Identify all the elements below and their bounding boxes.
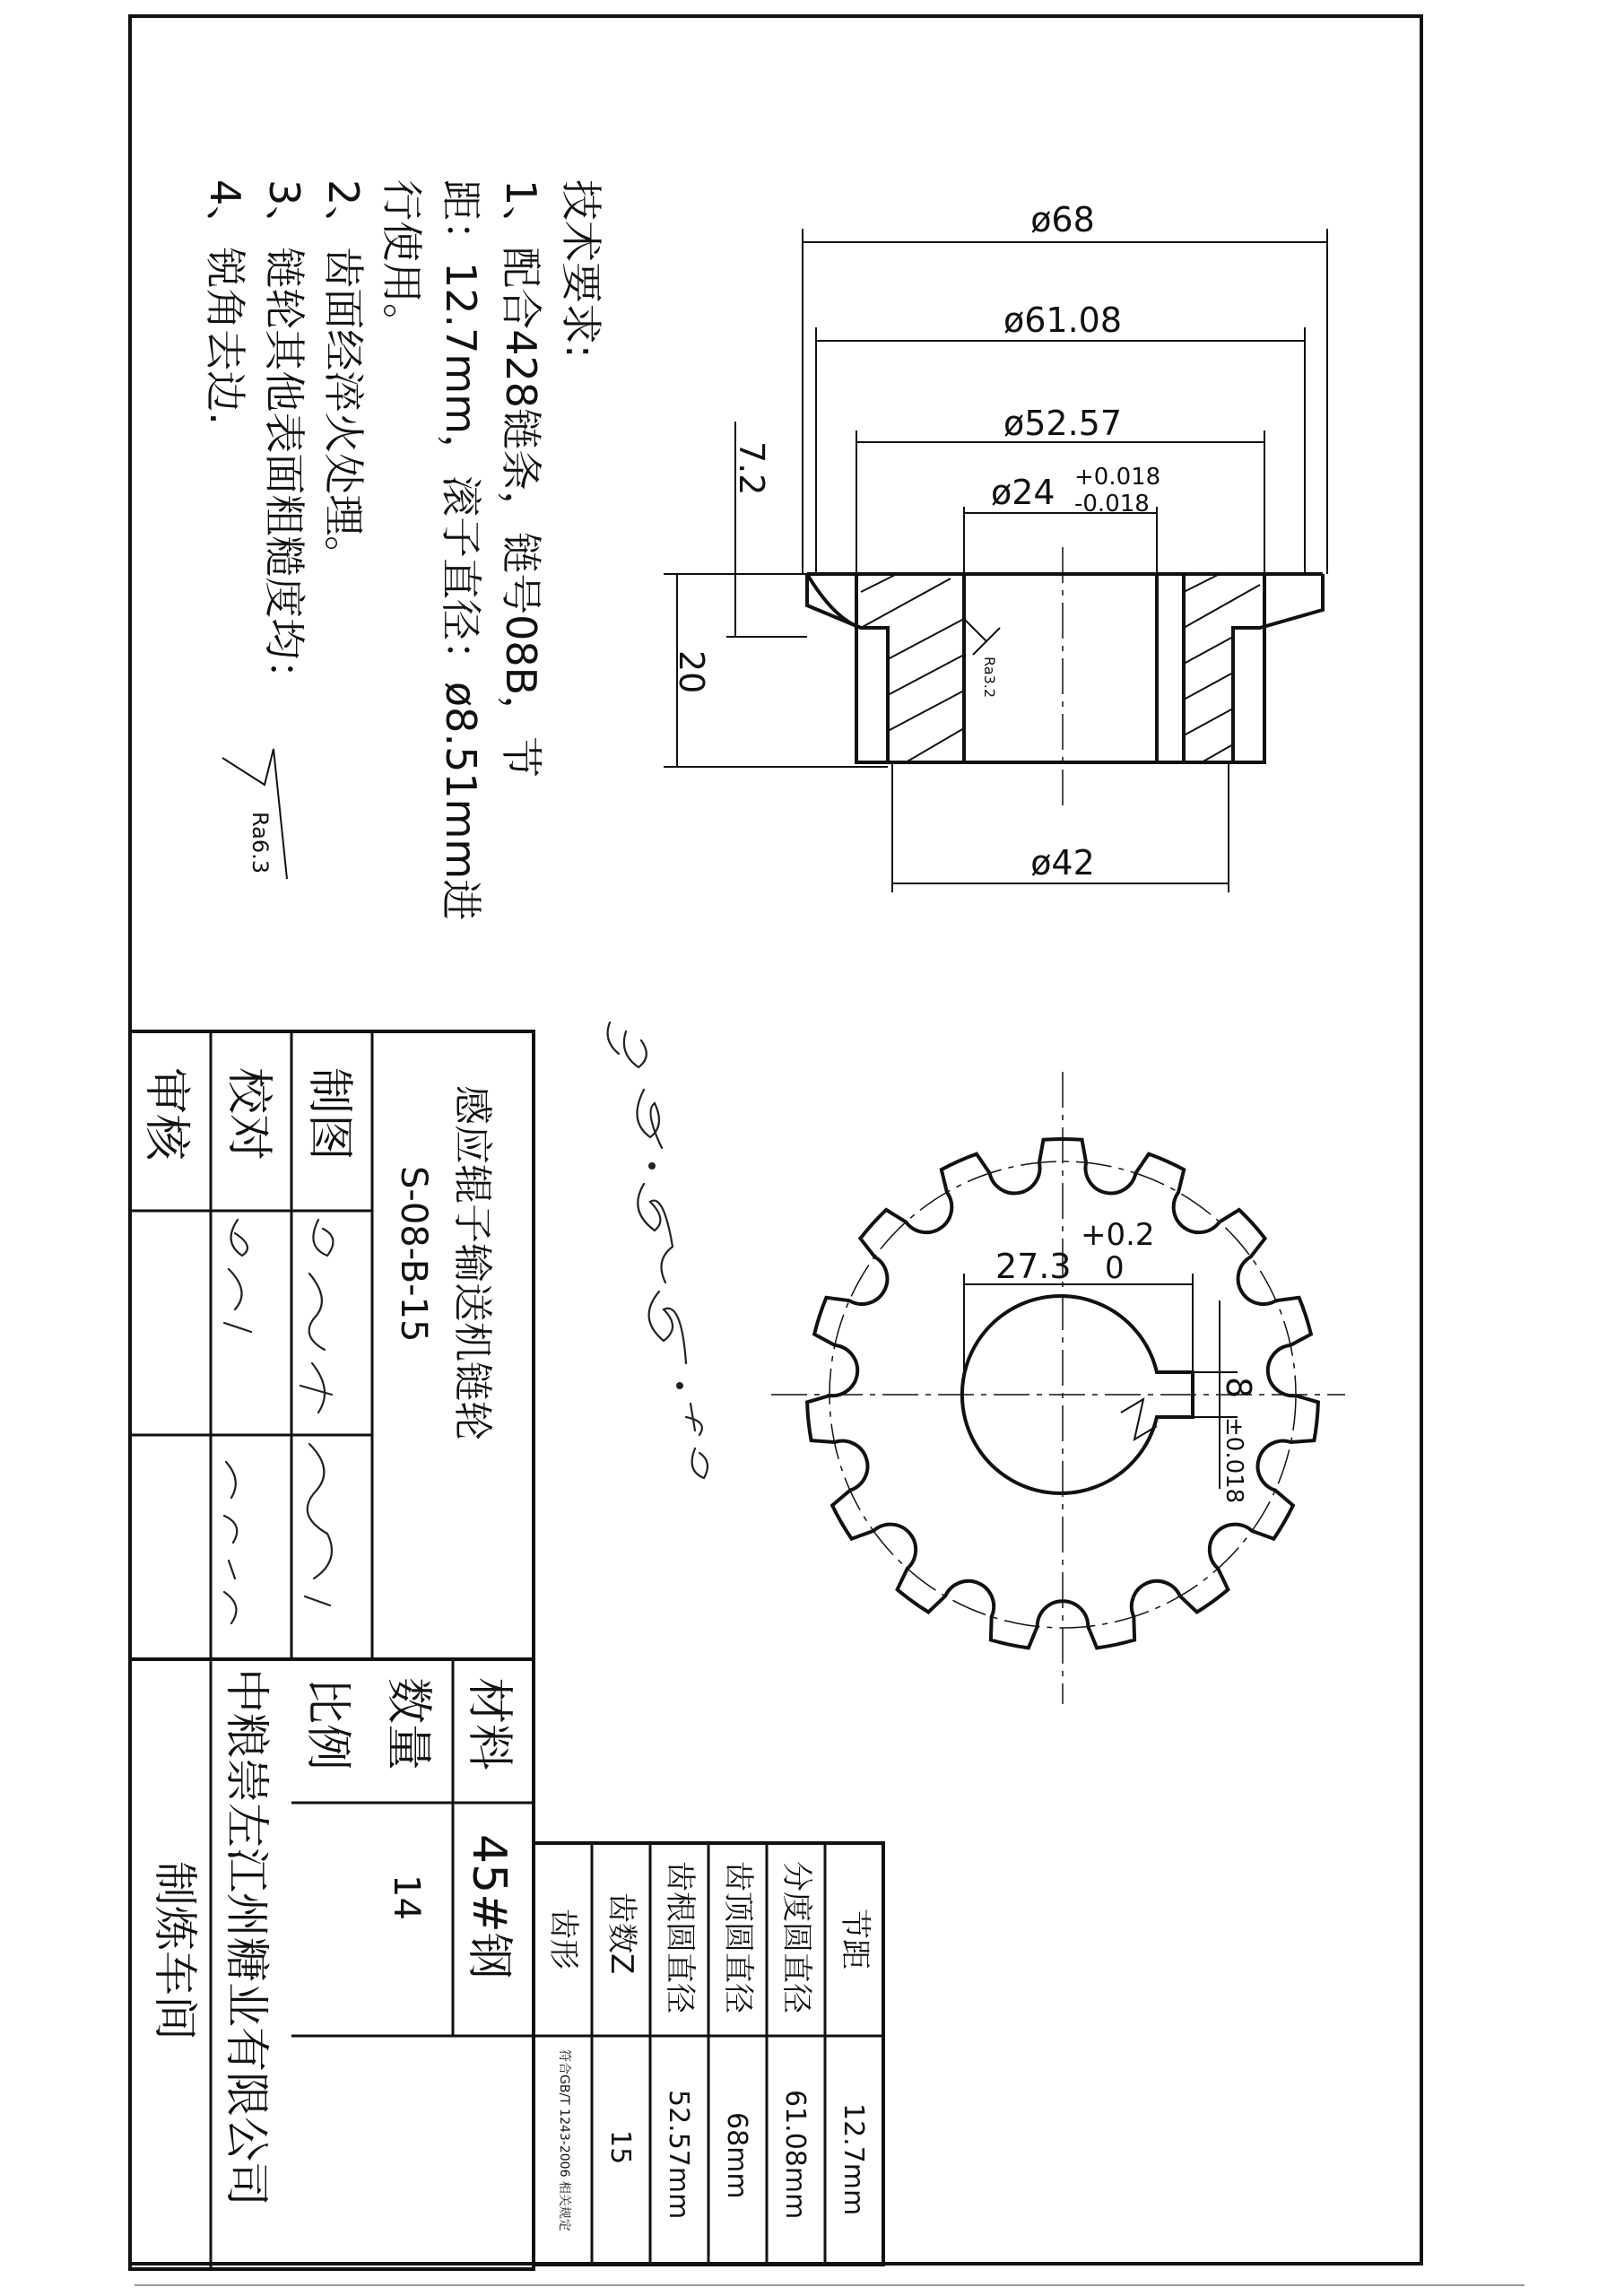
param-label-form: 齿形 — [545, 1909, 581, 1970]
param-value-pitch: 12.7mm — [838, 2103, 869, 2216]
dim-keyway-depth-tol-lower: 0 — [1105, 1250, 1125, 1286]
hatch-right — [1184, 574, 1260, 762]
param-label-pitch: 节距 — [837, 1909, 873, 1970]
dim-tooth — [726, 422, 807, 637]
tech-req-item-3: 行使用。 — [378, 179, 426, 344]
front-view — [771, 1072, 1345, 1704]
company-name: 中粮崇左江州糖业有限公司 — [221, 1668, 273, 2206]
tech-req-item-5: 3、链轮其他表面粗糙度均： — [260, 179, 308, 701]
dim-hub-text: ø42 — [1030, 843, 1095, 883]
dim-outer-text: ø68 — [1030, 200, 1095, 239]
section-view — [664, 200, 1327, 892]
tech-req-title: 技术要求: — [557, 179, 605, 359]
param-value-tip-dia: 68mm — [721, 2112, 752, 2199]
dim-width-text: 20 — [672, 650, 711, 694]
tech-req-item-1: 1、配合428链条，链号08B，节 — [497, 179, 545, 778]
title-row-label-1: 制图 — [302, 1067, 356, 1161]
title-row-label-2: 校对 — [222, 1067, 275, 1161]
params-table — [534, 1843, 883, 2265]
param-label-teeth: 齿数Z — [604, 1892, 639, 1975]
roughness-general-label: Ra6.3 — [248, 812, 273, 874]
part-name: 感应辊子输送机链轮 — [449, 1085, 495, 1440]
tech-req-item-6: 4、锐角去边. — [201, 179, 249, 425]
signature-drafter — [300, 1220, 333, 1605]
param-value-teeth: 15 — [604, 2130, 636, 2165]
title-block — [130, 1031, 534, 2269]
tech-req-item-4: 2、齿面经淬火处理。 — [319, 179, 368, 578]
param-value-root-dia: 52.57mm — [663, 2090, 694, 2220]
dim-root-text: ø52.57 — [1003, 404, 1123, 443]
scale-label: 比例 — [300, 1677, 354, 1771]
dim-tooth-text: 7.2 — [732, 441, 771, 496]
roughness-symbol-general — [222, 749, 287, 879]
material-value: 45#钢 — [462, 1834, 516, 1979]
roughness-symbol-bore — [964, 619, 1000, 698]
dim-keyway-depth-text: 27.3 — [995, 1247, 1072, 1286]
dim-hub — [892, 762, 1229, 892]
param-value-form: 符合GB/T 1243-2006 相关规定 — [557, 2049, 571, 2231]
dim-bore-tol-upper: +0.018 — [1074, 464, 1161, 491]
quantity-label: 数量 — [381, 1677, 435, 1771]
param-label-root-dia: 齿根圆直径 — [662, 1861, 698, 2013]
dim-root — [856, 404, 1264, 574]
tech-req-item-2: 距：12.7mm，滚子直径：ø8.51mm进 — [437, 179, 485, 921]
dim-width — [664, 574, 888, 767]
dim-outer — [803, 200, 1327, 574]
roughness-bore-label: Ra3.2 — [981, 657, 998, 699]
tech-requirements — [201, 179, 605, 920]
dim-bore-text: ø24 — [991, 473, 1055, 512]
dim-keyway-width-text: 8 — [1219, 1377, 1258, 1399]
dim-keyway-depth-tol-upper: +0.2 — [1081, 1217, 1155, 1253]
signature-checker — [224, 1220, 251, 1623]
workshop-name: 制炼车间 — [149, 1861, 201, 2040]
param-value-pitch-dia: 61.08mm — [779, 2090, 811, 2220]
param-label-tip-dia: 齿顶圆直径 — [720, 1861, 756, 2013]
hatch-left — [861, 574, 964, 762]
dim-keyway-width-tol: ±0.018 — [1220, 1417, 1247, 1504]
part-code: S-08-B-15 — [393, 1166, 434, 1343]
dim-bore-tol-lower: -0.018 — [1074, 491, 1150, 517]
material-label: 材料 — [462, 1677, 516, 1771]
dim-pitch-text: ø61.08 — [1003, 300, 1123, 340]
quantity-value: 14 — [386, 1874, 427, 1920]
handwritten-approval-note — [608, 1022, 708, 1478]
dim-keyway-width — [1193, 1300, 1258, 1503]
title-row-label-3: 审核 — [139, 1067, 193, 1161]
param-label-pitch-dia: 分度圆直径 — [778, 1861, 814, 2013]
